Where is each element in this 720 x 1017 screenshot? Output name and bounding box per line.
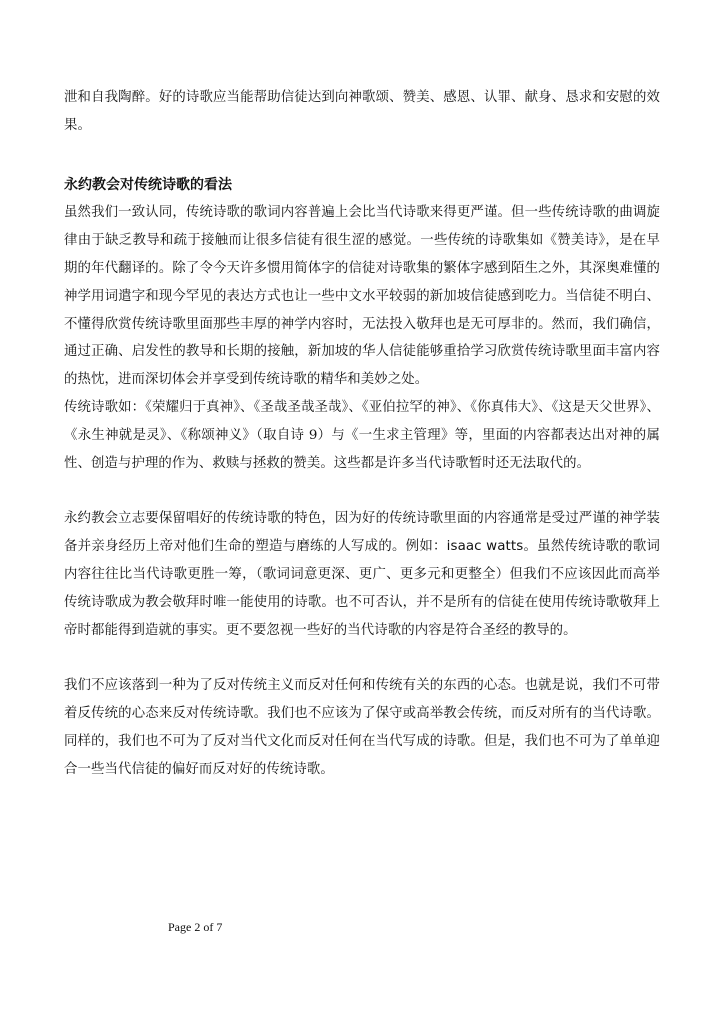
author-name-isaac-watts: isaac watts bbox=[446, 539, 524, 555]
document-body bbox=[64, 84, 660, 784]
paragraph-hymn-examples: 传统诗歌如：《荣耀归于真神》、《圣哉圣哉圣哉》、《亚伯拉罕的神》、《你真伟大》、《这是天父世界》、《永生神就是灵》、《称颂神义》（取自诗 9）与《一生求主管理》等，里面的内容都表达出对神的属性、创造与护理的作为、救赎与拯救的赞美。这些都是许多当代诗歌暂时还无法取代的。 bbox=[64, 399, 660, 471]
section-heading: 永约教会对传统诗歌的看法 bbox=[64, 176, 232, 193]
paragraph-preserve-tradition bbox=[64, 505, 660, 644]
paragraph-traditional-hymns-view: 虽然我们一致认同，传统诗歌的歌词内容普遍上会比当代诗歌来得更严谨。但一些传统诗歌的曲调旋律由于缺乏教导和疏于接触而让很多信徒有很生涩的感觉。一些传统的诗歌集如《赞美诗》，是在早期的年代翻译的。除了令今天许多惯用简体字的信徒对诗歌集的繁体字感到陌生之外，其深奥难懂的神学用词遣字和现今罕见的表达方式也让一些中文水平较弱的新加坡信徒感到吃力。当信徒不明白、不懂得欣赏传统诗歌里面那些丰厚的神学内容时，无法投入敬拜也是无可厚非的。然而，我们确信，通过正确、启发性的教导和长期的接触，新加坡的华人信徒能够重拾学习欣赏传统诗歌里面丰富内容的热忱，进而深切体会并享受到传统诗歌的精华和美妙之处。 bbox=[64, 205, 660, 388]
paragraph-preserve-tradition-part1: 永约教会立志要保留唱好的传统诗歌的特色，因为好的传统诗歌里面的内容通常是受过严谨的神学装备并亲身经历上帝对他们生命的塑造与磨练的人写成的。例如： bbox=[64, 511, 660, 555]
paragraph-preserve-tradition-part2: 。虽然传统诗歌的歌词内容往往比当代诗歌更胜一筹，（歌词词意更深、更广、更多元和更整全）但我们不应该因此而高举传统诗歌成为教会敬拜时唯一能使用的诗歌。也不可否认，并不是所有的信徒在使用传统诗歌敬拜上帝时都能得到造就的事实。更不要忽视一些好的当代诗歌的内容是符合圣经的教导的。 bbox=[64, 539, 660, 638]
paragraph-balanced-attitude: 我们不应该落到一种为了反对传统主义而反对任何和传统有关的东西的心态。也就是说，我们不可带着反传统的心态来反对传统诗歌。我们也不应该为了保守或高举教会传统，而反对所有的当代诗歌。同样的，我们也不可为了反对当代文化而反对任何在当代写成的诗歌。但是，我们也不可为了单单迎合一些当代信徒的偏好而反对好的传统诗歌。 bbox=[64, 678, 660, 777]
paragraph-intro-continuation: 泄和自我陶醉。好的诗歌应当能帮助信徒达到向神歌颂、赞美、感恩、认罪、献身、恳求和安慰的效果。 bbox=[64, 90, 660, 133]
page-number: Page 2 of 7 bbox=[168, 920, 223, 934]
